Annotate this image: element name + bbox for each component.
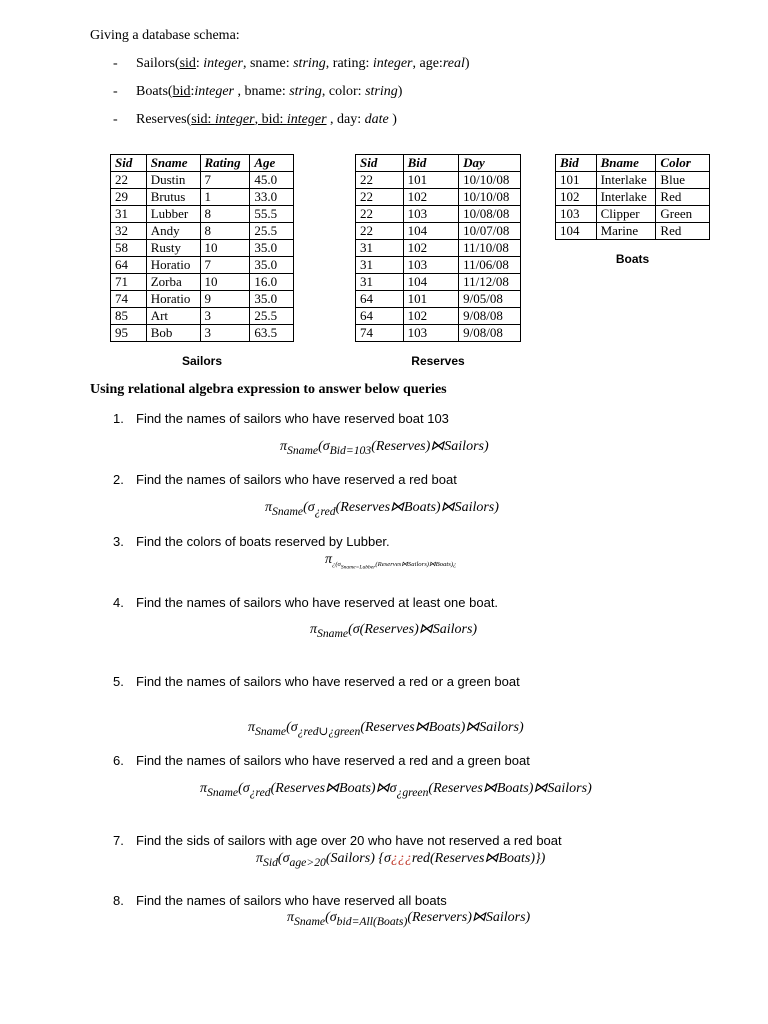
table-row: [356, 291, 521, 308]
table-cell: 101: [403, 172, 459, 189]
table-cell: 11/06/08: [459, 257, 521, 274]
table-cell: Art: [146, 308, 200, 325]
query-2: [113, 472, 457, 487]
table-cell: 31: [356, 257, 404, 274]
table-cell: Interlake: [596, 172, 656, 189]
table-header-row: [556, 155, 710, 172]
table-cell: 102: [403, 189, 459, 206]
queries-heading: Using relational algebra expression to answer below queries: [90, 382, 447, 397]
table-row: [111, 291, 294, 308]
reserves-caption: Reserves: [411, 354, 465, 368]
table-cell: 104: [403, 223, 459, 240]
table-row: [111, 172, 294, 189]
table-cell: 64: [111, 257, 147, 274]
table-cell: 64: [356, 308, 404, 325]
table-cell: Marine: [596, 223, 656, 240]
query-number: 5.: [113, 674, 124, 689]
table-cell: 101: [556, 172, 597, 189]
table-row: [356, 325, 521, 342]
table-cell: 35.0: [250, 291, 294, 308]
table-row: [356, 274, 521, 291]
table-cell: 31: [356, 240, 404, 257]
query-number: 2.: [113, 472, 124, 487]
table-cell: 31: [356, 274, 404, 291]
reserves-table: [355, 154, 521, 342]
table-cell: 104: [556, 223, 597, 240]
bullet-dash: -: [113, 112, 118, 127]
query-text: Find the names of sailors who have reserved a red and a green boat: [136, 753, 530, 768]
table-cell: 55.5: [250, 206, 294, 223]
query-1: [113, 411, 449, 426]
table-cell: 11/12/08: [459, 274, 521, 291]
query-5-expression: $\pi_{Sname}(\sigma_{¿red\cup¿green}(Reserves⋈Boats)⋈Sailors)$: [248, 720, 524, 738]
query-6-expression: $\pi_{Sname}(\sigma_{¿red}(Reserves⋈Boats)⋈\sigma_{¿green}(Reserves⋈Boats)⋈Sailors)$: [200, 781, 592, 799]
sailors-table: [110, 154, 294, 342]
table-cell: 103: [403, 257, 459, 274]
table-cell: 102: [403, 240, 459, 257]
column-header: Sid: [111, 155, 147, 172]
table-cell: 25.5: [250, 223, 294, 240]
query-7: [113, 833, 562, 848]
query-4: [113, 595, 498, 610]
table-row: [111, 325, 294, 342]
sailors-table-block: [110, 154, 294, 368]
table-row: [556, 223, 710, 240]
table-row: [111, 274, 294, 291]
table-cell: 71: [111, 274, 147, 291]
query-text: Find the colors of boats reserved by Lubber.: [136, 534, 390, 549]
table-row: [356, 240, 521, 257]
table-cell: Red: [656, 223, 710, 240]
table-cell: 16.0: [250, 274, 294, 291]
reserves-table-block: [355, 154, 521, 368]
bullet-dash: -: [113, 56, 118, 71]
table-cell: Dustin: [146, 172, 200, 189]
table-cell: 9/08/08: [459, 308, 521, 325]
schema-text: Reserves(sid: integer, bid: integer , day: date ): [136, 112, 397, 127]
table-cell: Interlake: [596, 189, 656, 206]
table-row: [356, 257, 521, 274]
column-header: Sname: [146, 155, 200, 172]
table-cell: 29: [111, 189, 147, 206]
query-3: [113, 534, 390, 549]
table-cell: Horatio: [146, 257, 200, 274]
schema-reserves: [113, 112, 397, 128]
query-8: [113, 893, 447, 908]
table-cell: 64: [356, 291, 404, 308]
table-cell: 8: [200, 206, 250, 223]
schema-text: Boats(bid:integer , bname: string, color: string): [136, 84, 403, 99]
table-cell: Andy: [146, 223, 200, 240]
table-cell: 9: [200, 291, 250, 308]
table-row: [111, 308, 294, 325]
table-cell: 102: [556, 189, 597, 206]
table-cell: 8: [200, 223, 250, 240]
table-cell: Red: [656, 189, 710, 206]
table-row: [556, 189, 710, 206]
table-cell: 31: [111, 206, 147, 223]
table-cell: Lubber: [146, 206, 200, 223]
table-cell: 25.5: [250, 308, 294, 325]
query-4-expression: $\pi_{Sname}(\sigma(Reserves)⋈Sailors)$: [310, 622, 478, 640]
query-text: Find the names of sailors who have reserved a red boat: [136, 472, 457, 487]
table-cell: Green: [656, 206, 710, 223]
table-cell: 33.0: [250, 189, 294, 206]
boats-table-block: [555, 154, 710, 266]
table-header-row: [111, 155, 294, 172]
query-7-expression: $\pi_{Sid}(\sigma_{age>20}(Sailors)$ {σ¿¿¿red(Reserves⋈Boats)}): [256, 851, 546, 869]
table-row: [111, 189, 294, 206]
table-row: [111, 206, 294, 223]
column-header: Bname: [596, 155, 656, 172]
table-cell: 22: [356, 223, 404, 240]
table-cell: 7: [200, 257, 250, 274]
column-header: Rating: [200, 155, 250, 172]
table-cell: Clipper: [596, 206, 656, 223]
column-header: Bid: [556, 155, 597, 172]
table-cell: 35.0: [250, 257, 294, 274]
boats-caption: Boats: [615, 252, 650, 266]
query-number: 6.: [113, 753, 124, 768]
table-row: [356, 189, 521, 206]
query-number: 3.: [113, 534, 124, 549]
table-cell: Brutus: [146, 189, 200, 206]
table-row: [356, 172, 521, 189]
table-cell: Rusty: [146, 240, 200, 257]
query-text: Find the names of sailors who have reserved at least one boat.: [136, 595, 499, 610]
sailors-caption: Sailors: [181, 354, 223, 368]
table-cell: 9/08/08: [459, 325, 521, 342]
query-text: Find the names of sailors who have reserved boat 103: [136, 411, 449, 426]
schema-boats: [113, 84, 402, 100]
table-row: [356, 308, 521, 325]
query-number: 7.: [113, 833, 124, 848]
table-row: [111, 257, 294, 274]
table-cell: 63.5: [250, 325, 294, 342]
query-3-expression: $\pi_{¿(\sigma_{Sname=Lubber}(Reserves⋈Sailors)⋈Boats)¿}$: [325, 552, 457, 570]
table-cell: 10/07/08: [459, 223, 521, 240]
table-cell: 1: [200, 189, 250, 206]
table-cell: 22: [356, 172, 404, 189]
table-cell: 22: [111, 172, 147, 189]
table-cell: 9/05/08: [459, 291, 521, 308]
column-header: Sid: [356, 155, 404, 172]
query-number: 8.: [113, 893, 124, 908]
table-header-row: [356, 155, 521, 172]
query-number: 1.: [113, 411, 124, 426]
intro-text: Giving a database schema:: [90, 28, 240, 43]
bullet-dash: -: [113, 84, 118, 99]
query-1-expression: $\pi_{Sname}(\sigma_{Bid=103}(Reserves)⋈Sailors)$: [280, 439, 489, 457]
column-header: Day: [459, 155, 521, 172]
table-row: [556, 172, 710, 189]
query-6: [113, 753, 530, 768]
table-cell: 74: [356, 325, 404, 342]
table-cell: Bob: [146, 325, 200, 342]
query-5: [113, 674, 520, 689]
table-cell: 11/10/08: [459, 240, 521, 257]
table-cell: 32: [111, 223, 147, 240]
table-cell: 10/10/08: [459, 189, 521, 206]
query-text: Find the names of sailors who have reserved all boats: [136, 893, 447, 908]
table-cell: 85: [111, 308, 147, 325]
table-row: [111, 223, 294, 240]
table-cell: Zorba: [146, 274, 200, 291]
table-cell: 7: [200, 172, 250, 189]
query-8-expression: $\pi_{Sname}(\sigma_{bid=All(Boats)}(Reservers)⋈Sailors)$: [287, 910, 531, 928]
table-row: [556, 206, 710, 223]
boats-table: [555, 154, 710, 240]
query-2-expression: $\pi_{Sname}(\sigma_{¿red}(Reserves⋈Boats)⋈Sailors)$: [265, 500, 499, 518]
table-cell: 101: [403, 291, 459, 308]
table-cell: 35.0: [250, 240, 294, 257]
table-cell: 103: [556, 206, 597, 223]
table-cell: 58: [111, 240, 147, 257]
table-cell: 22: [356, 189, 404, 206]
table-row: [111, 240, 294, 257]
table-cell: 74: [111, 291, 147, 308]
column-header: Bid: [403, 155, 459, 172]
table-cell: 10: [200, 274, 250, 291]
table-cell: 10: [200, 240, 250, 257]
schema-sailors: [113, 56, 470, 72]
query-text: Find the sids of sailors with age over 20 who have not reserved a red boat: [136, 833, 562, 848]
table-cell: 103: [403, 325, 459, 342]
column-header: Color: [656, 155, 710, 172]
table-cell: 102: [403, 308, 459, 325]
table-cell: 104: [403, 274, 459, 291]
table-cell: Horatio: [146, 291, 200, 308]
table-cell: 3: [200, 308, 250, 325]
schema-text: Sailors(sid: integer, sname: string, rating: integer, age:real): [136, 56, 470, 71]
table-cell: 10/08/08: [459, 206, 521, 223]
table-row: [356, 223, 521, 240]
table-cell: 22: [356, 206, 404, 223]
table-row: [356, 206, 521, 223]
query-number: 4.: [113, 595, 124, 610]
table-cell: 10/10/08: [459, 172, 521, 189]
table-cell: 3: [200, 325, 250, 342]
column-header: Age: [250, 155, 294, 172]
table-cell: 95: [111, 325, 147, 342]
table-cell: Blue: [656, 172, 710, 189]
table-cell: 103: [403, 206, 459, 223]
query-text: Find the names of sailors who have reserved a red or a green boat: [136, 674, 520, 689]
table-cell: 45.0: [250, 172, 294, 189]
